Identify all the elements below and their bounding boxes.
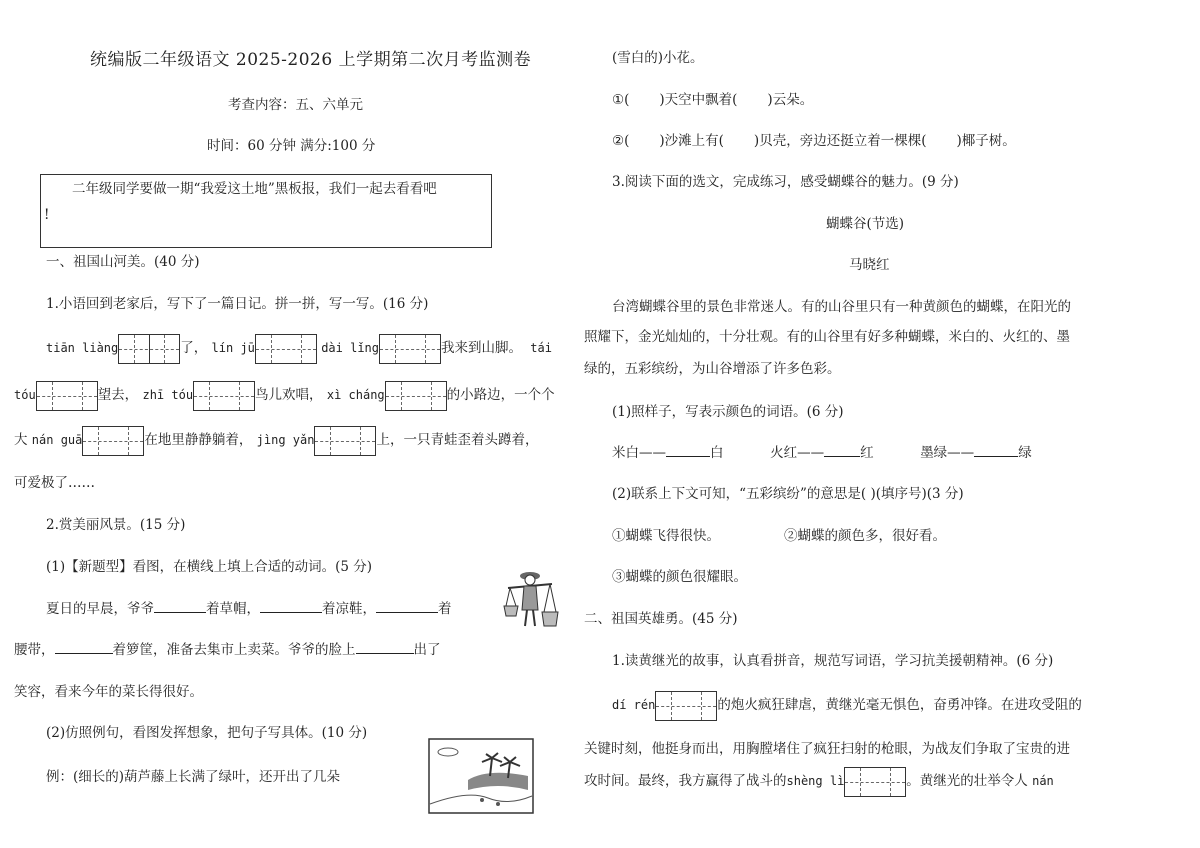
intro-text-end: !	[44, 207, 50, 223]
writing-grid[interactable]	[36, 381, 98, 411]
writing-grid[interactable]	[655, 691, 717, 721]
pinyin-label: nán guā	[31, 433, 83, 447]
writing-grid[interactable]	[844, 767, 906, 797]
section-1-heading: 一、祖国山河美。(40 分)	[46, 254, 200, 270]
story-line-1: dí rén 的炮火疯狂肆虐，黄继光毫无惧色，奋勇冲锋。在进攻受阻的	[612, 690, 1082, 720]
example-continued: (雪白的)小花。	[612, 50, 704, 66]
blank[interactable]	[376, 598, 438, 613]
fill-line-3: 笑容，看来今年的菜长得很好。	[14, 684, 203, 700]
blank[interactable]	[974, 442, 1018, 457]
example-sentence: 例：(细长的)葫芦藤上长满了绿叶，还开出了几朵	[46, 769, 341, 785]
question-3: 3.阅读下面的选文，完成练习，感受蝴蝶谷的魅力。(9 分)	[612, 174, 959, 190]
pinyin-label: xì cháng	[326, 388, 385, 402]
writing-grid[interactable]	[385, 381, 447, 411]
writing-grid[interactable]	[314, 426, 376, 456]
pinyin-label: zhī tóu	[142, 388, 194, 402]
intro-text: 二年级同学要做一期“我爱这土地”黑板报，我们一起去看看吧	[72, 181, 437, 197]
exam-scope: 考查内容：五、六单元	[228, 97, 363, 113]
option-3: ③蝴蝶的颜色很耀眼。	[612, 569, 747, 585]
exercise-2: ②( )沙滩上有( )贝壳，旁边还挺立着一棵棵( )椰子树。	[612, 133, 1016, 149]
question-1: 1.小语回到老家后，写下了一篇日记。拼一拼，写一写。(16 分)	[46, 296, 429, 312]
pinyin-label: dài lǐng	[321, 341, 379, 355]
question-2-1: (1)【新题型】看图，在横线上填上合适的动词。(5 分)	[46, 559, 373, 575]
farmer-illustration	[500, 566, 560, 638]
blank[interactable]	[356, 639, 414, 654]
passage-line-1: 台湾蝴蝶谷里的景色非常迷人。有的山谷里只有一种黄颜色的蝴蝶，在阳光的	[612, 299, 1071, 315]
blank[interactable]	[824, 442, 860, 457]
pinyin-label: dí rén	[612, 698, 656, 712]
pinyin-label: shèng lì	[786, 774, 845, 788]
question-4: 1.读黄继光的故事，认真看拼音，规范写词语，学习抗美援朝精神。(6 分)	[612, 653, 1054, 669]
passage-line-2: 照耀下，金光灿灿的，十分壮观。有的山谷里有好多种蝴蝶，米白的、火红的、墨	[584, 329, 1070, 345]
writing-grid[interactable]	[255, 334, 317, 364]
story-line-2: 关键时刻，他挺身而出，用胸膛堵住了疯狂扫射的枪眼，为战友们争取了宝贵的进	[584, 741, 1070, 757]
pinyin-line-2: tóu 望去， zhī tóu 鸟儿欢唱， xì cháng 的小路边，一个个	[14, 380, 555, 410]
fill-line-1: 夏日的早晨，爷爷 着草帽， 着凉鞋， 着	[46, 597, 452, 617]
fill-line-2: 腰带， 着箩筐，准备去集市上卖菜。爷爷的脸上 出了	[14, 638, 441, 658]
question-2: 2.赏美丽风景。(15 分)	[46, 517, 186, 533]
pinyin-line-3: 大 nán guā 在地里静静躺着， jìng yǎn 上，一只青蛙歪着头蹲着，	[14, 425, 538, 455]
section-2-heading: 二、祖国英雄勇。(45 分)	[584, 611, 738, 627]
writing-grid[interactable]	[82, 426, 144, 456]
passage-line-3: 绿的，五彩缤纷，为山谷增添了许多色彩。	[584, 361, 841, 377]
question-3-2: (2)联系上下文可知，“五彩缤纷”的意思是( )(填序号)(3 分)	[612, 486, 964, 502]
passage-title: 蝴蝶谷(节选)	[826, 216, 905, 232]
passage-author: 马晓红	[849, 257, 890, 273]
pinyin-label: jìng yǎn	[256, 433, 315, 447]
writing-grid[interactable]	[118, 334, 180, 364]
blank[interactable]	[666, 442, 710, 457]
beach-illustration	[428, 738, 534, 814]
blank[interactable]	[55, 639, 113, 654]
writing-grid[interactable]	[379, 334, 441, 364]
story-line-3: 攻时间。最终，我方赢得了战斗的shèng lì 。黄继光的壮举令人 nán	[584, 766, 1054, 796]
page-title: 统编版二年级语文 2025-2026 上学期第二次月考监测卷	[90, 50, 532, 70]
pinyin-label: tiān liàng	[46, 341, 119, 355]
pinyin-label: nán	[1032, 774, 1054, 788]
option-2: ②蝴蝶的颜色多，很好看。	[784, 528, 946, 544]
question-2-2: (2)仿照例句，看图发挥想象，把句子写具体。(10 分)	[46, 725, 368, 741]
option-1: ①蝴蝶飞得很快。	[612, 528, 720, 544]
color-words: 米白—— 白 火红—— 红 墨绿—— 绿	[612, 441, 1032, 461]
diary-end: 可爱极了……	[14, 475, 95, 491]
blank[interactable]	[260, 598, 322, 613]
pinyin-label: tóu	[14, 388, 36, 402]
pinyin-label: tái	[530, 341, 552, 355]
pinyin-label: lín jū	[211, 341, 255, 355]
blank[interactable]	[154, 598, 206, 613]
pinyin-line-1: tiān liàng 了， lín jū dài lǐng 我来到山脚。 tái	[46, 333, 552, 363]
exercise-1: ①( )天空中飘着( )云朵。	[612, 92, 814, 108]
question-3-1: (1)照样子，写表示颜色的词语。(6 分)	[612, 404, 844, 420]
time-score: 时间：60 分钟 满分:100 分	[207, 138, 376, 154]
writing-grid[interactable]	[193, 381, 255, 411]
